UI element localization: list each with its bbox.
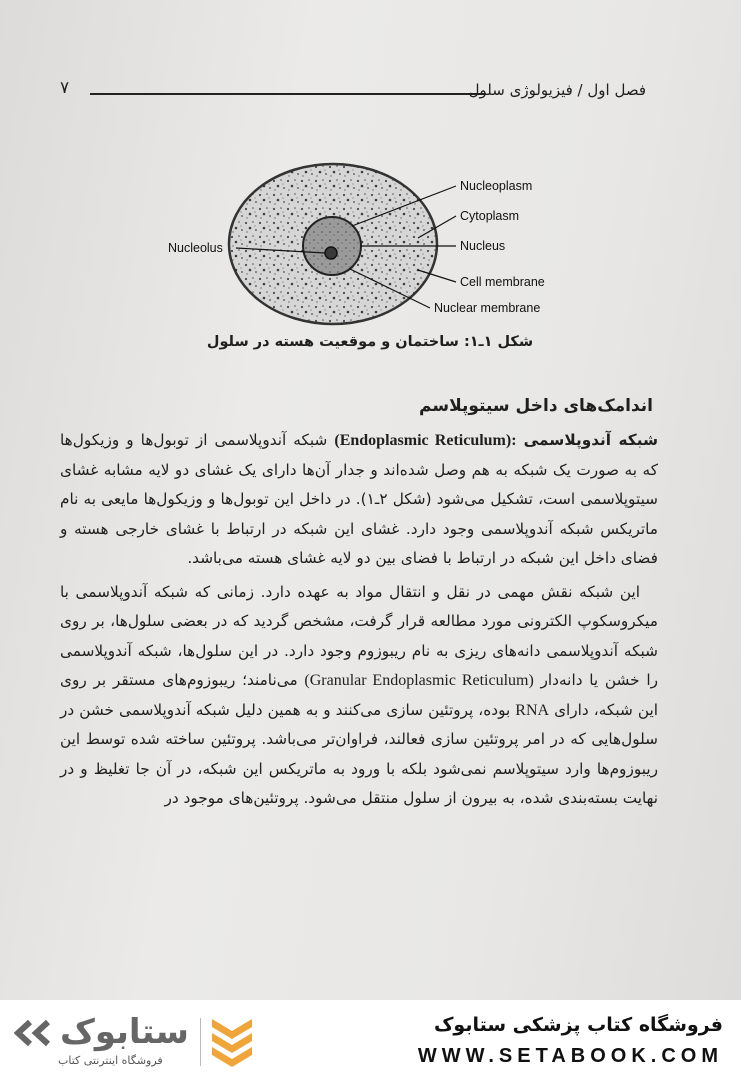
logo-tagline: فروشگاه اینترنتی کتاب — [58, 1054, 163, 1067]
logo-divider — [200, 1018, 201, 1066]
term-english: (Endoplasmic Reticulum): — [334, 432, 517, 449]
header-rule — [90, 93, 486, 95]
label-cytoplasm: Cytoplasm — [460, 209, 520, 223]
section-heading: اندامک‌های داخل سیتوپلاسم — [419, 396, 653, 416]
label-nucleoplasm: Nucleoplasm — [460, 179, 533, 193]
label-nucleus: Nucleus — [460, 239, 506, 253]
cell-diagram — [160, 150, 590, 330]
figure-caption: شکل ۱ـ۱: ساختمان و موقعیت هسته در سلول — [206, 334, 534, 350]
logo-wordmark: ستابوک — [60, 1012, 189, 1052]
logo-mark-icon — [208, 1011, 256, 1071]
paragraph-2-text-a: این شبکه نقش مهمی در نقل و انتقال مواد به عهده دارد. زمانی که شبکه آندوپلاسمی با میکروسکوپ الکترونی مورد مطالعه قرار گرفت، مشخص گردید که در بعضی سلول‌ها، بر روی شبکه آندوپلاسمی دانه‌های ریزی به نام ریبوزوم وجود دارد. در این سلول‌ها، شبکه آندوپلاسمی را خشن یا دانه‌دار — [60, 582, 658, 689]
setabook-logo[interactable] — [8, 1008, 308, 1074]
rna-term: RNA — [515, 701, 550, 719]
nucleolus-shape — [325, 247, 337, 259]
body-text — [60, 426, 658, 814]
label-nuclear-membrane: Nuclear membrane — [434, 301, 541, 315]
page-header — [60, 78, 646, 108]
page-number: ۷ — [60, 78, 70, 98]
store-name: فروشگاه کتاب پزشکی ستابوک — [433, 1014, 723, 1036]
paragraph-1 — [60, 426, 658, 574]
logo-chevron-icon — [14, 1018, 56, 1048]
granular-er-term: (Granular Endoplasmic Reticulum) — [304, 672, 534, 689]
paragraph-2 — [60, 578, 658, 814]
label-nucleolus: Nucleolus — [168, 241, 223, 255]
paragraph-2-text-c: بوده، پروتئین سازی می‌کنند و به همین دلیل شبکه آندوپلاسمی خشن در سلول‌هایی که در امر پروتئین سازی فعالند، فراوان‌تر می‌باشد. پروتئین ساخته شده توسط این ریبوزوم‌ها وارد سیتوپلاسم نمی‌شود بلکه با ورود به ماتریکس این شبکه، در آن جا تغلیظ و در نهایت بسته‌بندی شده، به بیرون از سلول منتقل می‌شود. پروتئین‌های موجود در — [60, 700, 658, 807]
label-cell-membrane: Cell membrane — [460, 275, 545, 289]
running-title: فصل اول / فیزیولوژی سلول — [468, 81, 646, 99]
paragraph-1-text: شبکه آندوپلاسمی از توبول‌ها و وزیکول‌ها که به صورت یک شبکه به هم وصل شده‌اند و جدار آن‌ها دارای یک غشای دو لایه مشابه غشای سیتوپلاسمی است، تشکیل می‌شود (شکل ۲ـ۱). در داخل این توبول‌ها و وزیکول‌ها مایعی به نام ماتریکس شبکه آندوپلاسمی وجود دارد. غشای این شبکه در ارتباط با غشای خارجی هسته و فضای داخل این شبکه در ارتباط با فضای بین دو لایه غشای هسته می‌باشد. — [60, 431, 659, 567]
store-url-link[interactable]: WWW.SETABOOK.COM — [417, 1045, 723, 1067]
term-persian: شبکه آندوپلاسمی — [523, 431, 658, 449]
paragraph-2-text-b: می‌نامند؛ ریبوزوم‌های مستقر بر روی این شبکه، دارای — [60, 671, 658, 719]
store-banner — [0, 1000, 741, 1080]
